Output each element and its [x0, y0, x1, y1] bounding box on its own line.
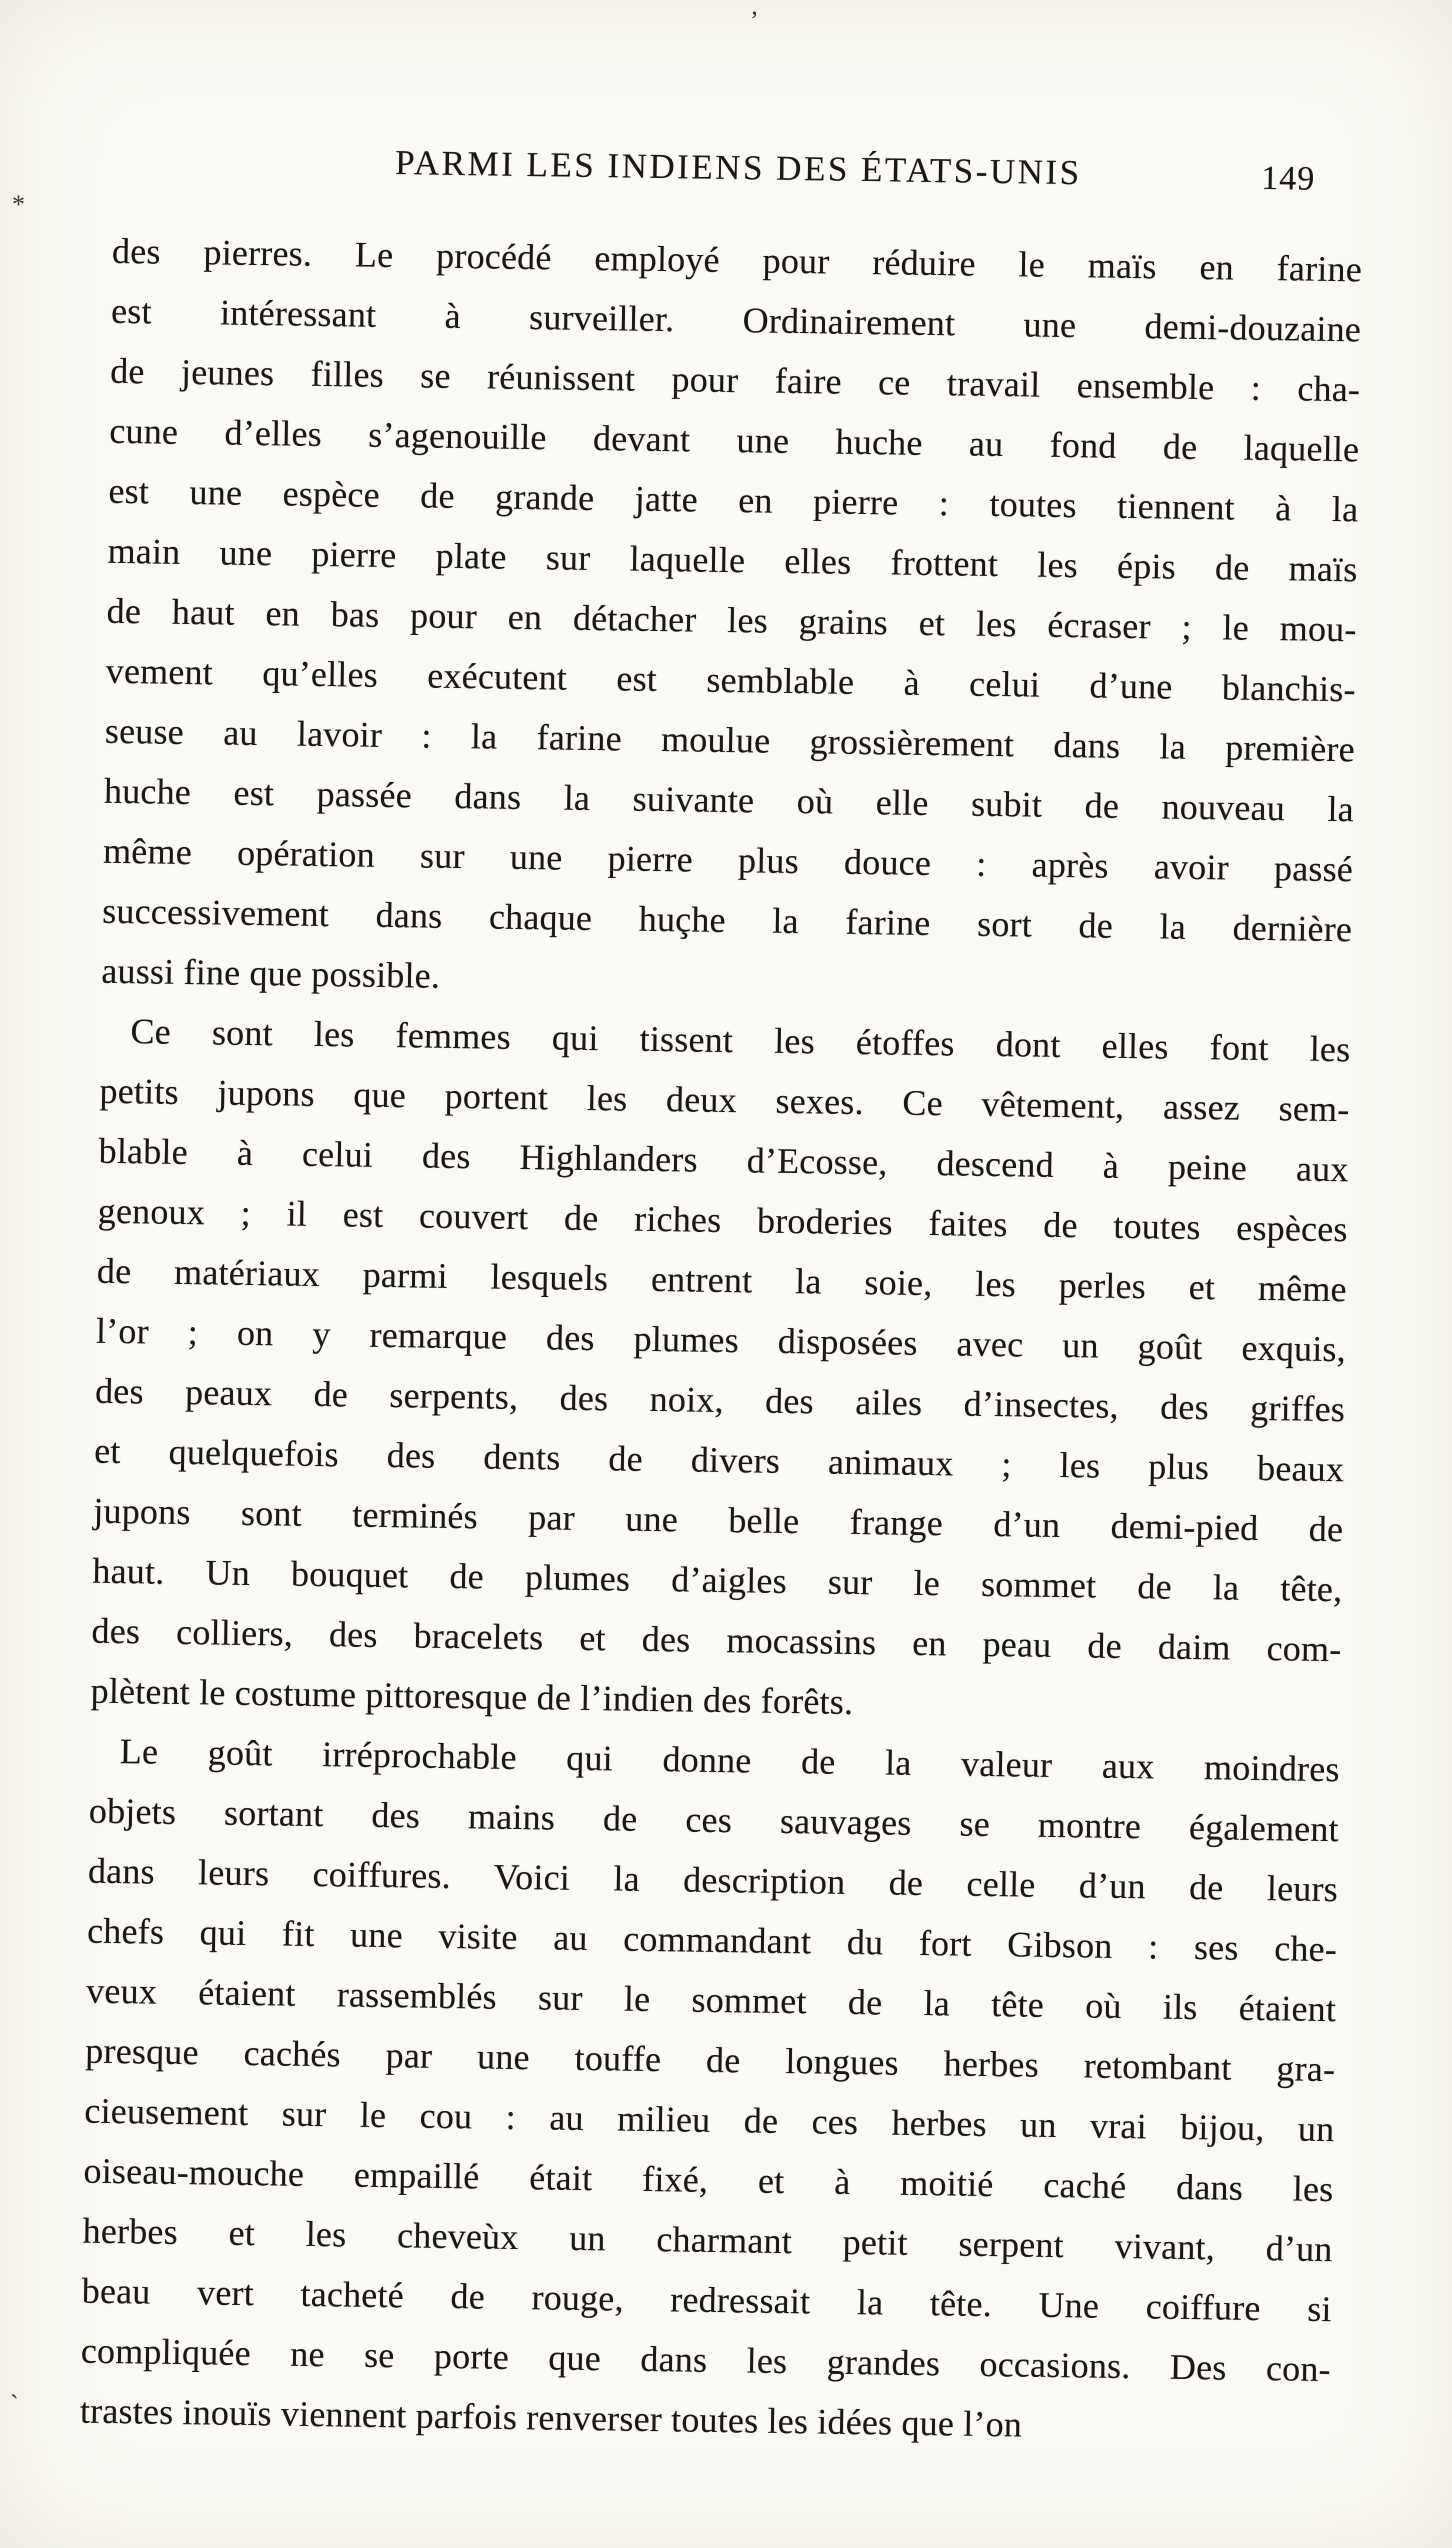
text-line: petits jupons que portent les deux sexes. Ce vêtement, assez sem- — [99, 1070, 1350, 1130]
page-content — [80, 139, 1364, 2459]
paragraph — [90, 1001, 1351, 1739]
text-line: même opération sur une pierre plus douce : après avoir passé — [102, 830, 1354, 890]
header-title: PARMI LES INDIENS DES ÉTATS-UNIS — [394, 143, 1082, 193]
text-line: de haut en bas pour en détacher les grains et les écraser ; le mou- — [106, 590, 1357, 650]
scan-artifact: ` — [10, 2390, 19, 2419]
paragraph — [80, 1721, 1341, 2459]
text-line: compliquée ne se porte que dans les grandes occasions. Des con- — [80, 2330, 1332, 2390]
paragraph — [101, 221, 1362, 1019]
text-line: est une espèce de grande jatte en pierre : toutes tiennent à la — [108, 470, 1359, 530]
body-text — [80, 221, 1363, 2459]
running-header — [113, 139, 1364, 214]
scan-artifact: * — [12, 190, 25, 219]
text-line: Ce sont les femmes qui tissent les étoffes dont elles font les — [130, 1011, 1351, 1070]
text-line: vement qu’elles exécutent est semblable à celui d’une blanchis- — [105, 650, 1356, 710]
text-line: objets sortant des mains de ces sauvages se montre également — [88, 1790, 1340, 1850]
text-line: Le goût irréprochable qui donne de la valeur aux moindres — [119, 1731, 1340, 1790]
text-line: de matériaux parmi lesquels entrent la soie, les perles et même — [96, 1250, 1348, 1310]
text-line: plètent le costume pittoresque de l’indien des forêts. — [90, 1670, 854, 1722]
text-line: des colliers, des bracelets et des mocassins en peau de daim com- — [91, 1610, 1342, 1670]
text-line: huche est passée dans la suivante où elle subit de nouveau la — [103, 770, 1355, 830]
text-line: des peaux de serpents, des noix, des ailes d’insectes, des griffes — [94, 1370, 1346, 1430]
text-line: genoux ; il est couvert de riches broderies faites de toutes espèces — [97, 1190, 1348, 1250]
text-line: et quelquefois des dents de divers animaux ; les plus beaux — [93, 1430, 1345, 1490]
text-line: presque cachés par une touffe de longues herbes retombant gra- — [85, 2030, 1336, 2090]
text-line: veux étaient rassemblés sur le sommet de la tête où ils étaient — [85, 1970, 1337, 2030]
text-line: trastes inouïs viennent parfois renverser toutes les idées que l’on — [79, 2390, 1023, 2445]
text-line: chefs qui fit une visite au commandant du fort Gibson : ses che- — [86, 1910, 1338, 1970]
text-line: l’or ; on y remarque des plumes disposées avec un goût exquis, — [95, 1310, 1347, 1370]
scan-artifact: ’ — [750, 6, 759, 35]
text-line: de jeunes filles se réunissent pour faire ce travail ensemble : cha- — [109, 350, 1361, 410]
page-number: 149 — [1260, 159, 1316, 198]
text-line: seuse au lavoir : la farine moulue grossièrement dans la première — [104, 710, 1356, 770]
text-line: herbes et les cheveùx un charmant petit serpent vivant, d’un — [82, 2210, 1333, 2270]
text-line: est intéressant à surveiller. Ordinairement une demi-douzaine — [110, 290, 1362, 350]
text-line: main une pierre plate sur laquelle elles frottent les épis de maïs — [107, 530, 1358, 590]
text-line: haut. Un bouquet de plumes d’aigles sur le sommet de la tête, — [92, 1550, 1343, 1610]
text-line: aussi fine que possible. — [101, 950, 441, 996]
text-line: beau vert tacheté de rouge, redressait la tête. Une coiffure si — [81, 2270, 1332, 2330]
text-line: blable à celui des Highlanders d’Ecosse, descend à peine aux — [98, 1130, 1349, 1190]
text-line: cieusement sur le cou : au milieu de ces herbes un vrai bijou, un — [84, 2090, 1335, 2150]
text-line: oiseau-mouche empaillé était fixé, et à moitié caché dans les — [83, 2150, 1334, 2210]
text-line: des pierres. Le procédé employé pour réduire le maïs en farine — [111, 230, 1363, 290]
text-line: dans leurs coiffures. Voici la description de celle d’un de leurs — [87, 1850, 1339, 1910]
text-line: successivement dans chaque huçhe la farine sort de la dernière — [101, 890, 1353, 950]
text-line: cune d’elles s’agenouille devant une huche au fond de laquelle — [109, 410, 1360, 470]
text-line: jupons sont terminés par une belle frange d’un demi-pied de — [93, 1490, 1344, 1550]
